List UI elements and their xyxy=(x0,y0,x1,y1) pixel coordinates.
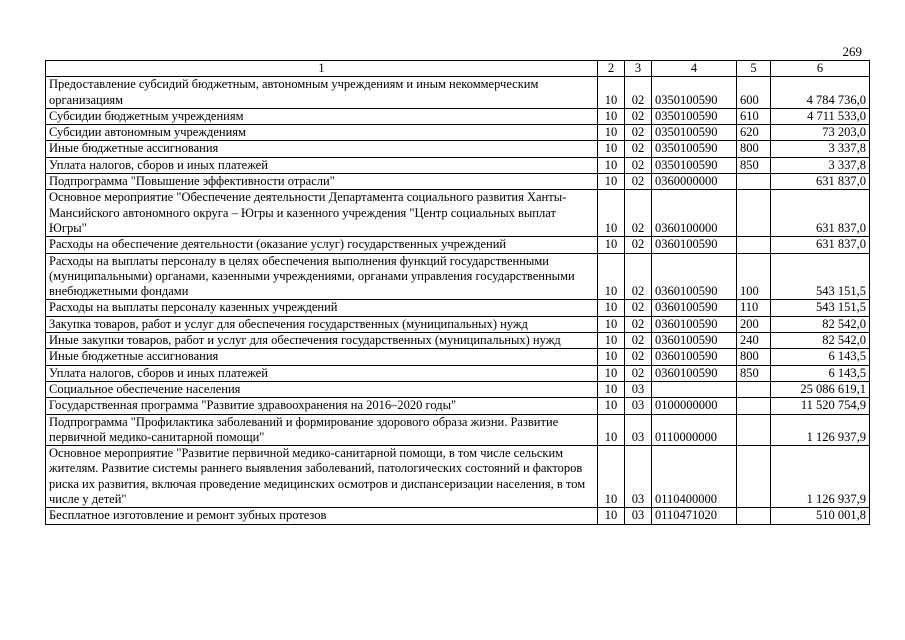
table-row xyxy=(46,508,870,524)
expense-type-cell: 110 xyxy=(737,300,771,316)
target-article-cell: 0360100590 xyxy=(652,349,737,365)
subsection-cell: 02 xyxy=(625,141,652,157)
target-article-cell: 0350100590 xyxy=(652,157,737,173)
subsection-cell: 03 xyxy=(625,414,652,446)
table-row xyxy=(46,365,870,381)
table-body xyxy=(46,77,870,524)
target-article-cell: 0360100590 xyxy=(652,333,737,349)
amount-cell: 25 086 619,1 xyxy=(771,381,870,397)
target-article-cell: 0360000000 xyxy=(652,174,737,190)
section-cell: 10 xyxy=(598,508,625,524)
row-name-cell: Подпрограмма "Повышение эффективности отрасли" xyxy=(46,174,598,190)
row-name-cell: Субсидии автономным учреждениям xyxy=(46,125,598,141)
table-row xyxy=(46,414,870,446)
subsection-cell: 02 xyxy=(625,77,652,109)
section-cell: 10 xyxy=(598,108,625,124)
expense-type-cell xyxy=(737,190,771,237)
amount-cell: 82 542,0 xyxy=(771,316,870,332)
target-article-cell: 0110000000 xyxy=(652,414,737,446)
target-article-cell: 0360100000 xyxy=(652,190,737,237)
row-name-cell: Расходы на выплаты персоналу казенных учреждений xyxy=(46,300,598,316)
amount-cell: 631 837,0 xyxy=(771,237,870,253)
section-cell: 10 xyxy=(598,237,625,253)
column-header-6: 6 xyxy=(771,61,870,77)
row-name-cell: Уплата налогов, сборов и иных платежей xyxy=(46,365,598,381)
expense-type-cell: 240 xyxy=(737,333,771,349)
column-header-1: 1 xyxy=(46,61,598,77)
target-article-cell: 0100000000 xyxy=(652,398,737,414)
budget-table xyxy=(45,60,870,525)
subsection-cell: 02 xyxy=(625,190,652,237)
section-cell: 10 xyxy=(598,190,625,237)
amount-cell: 631 837,0 xyxy=(771,190,870,237)
amount-cell: 6 143,5 xyxy=(771,365,870,381)
section-cell: 10 xyxy=(598,253,625,300)
table-row xyxy=(46,237,870,253)
amount-cell: 631 837,0 xyxy=(771,174,870,190)
row-name-cell: Иные закупки товаров, работ и услуг для обеспечения государственных (муниципальных) нужд xyxy=(46,333,598,349)
subsection-cell: 03 xyxy=(625,398,652,414)
target-article-cell: 0350100590 xyxy=(652,108,737,124)
section-cell: 10 xyxy=(598,381,625,397)
row-name-cell: Социальное обеспечение населения xyxy=(46,381,598,397)
section-cell: 10 xyxy=(598,300,625,316)
target-article-cell: 0110471020 xyxy=(652,508,737,524)
expense-type-cell xyxy=(737,237,771,253)
table-row xyxy=(46,190,870,237)
subsection-cell: 02 xyxy=(625,237,652,253)
amount-cell: 73 203,0 xyxy=(771,125,870,141)
row-name-cell: Закупка товаров, работ и услуг для обеспечения государственных (муниципальных) нужд xyxy=(46,316,598,332)
table-row xyxy=(46,174,870,190)
expense-type-cell xyxy=(737,508,771,524)
expense-type-cell xyxy=(737,174,771,190)
subsection-cell: 03 xyxy=(625,446,652,508)
expense-type-cell: 620 xyxy=(737,125,771,141)
amount-cell: 4 711 533,0 xyxy=(771,108,870,124)
section-cell: 10 xyxy=(598,414,625,446)
row-name-cell: Уплата налогов, сборов и иных платежей xyxy=(46,157,598,173)
amount-cell: 510 001,8 xyxy=(771,508,870,524)
expense-type-cell xyxy=(737,414,771,446)
subsection-cell: 02 xyxy=(625,365,652,381)
expense-type-cell: 610 xyxy=(737,108,771,124)
table-row xyxy=(46,381,870,397)
target-article-cell: 0360100590 xyxy=(652,237,737,253)
target-article-cell: 0350100590 xyxy=(652,125,737,141)
subsection-cell: 02 xyxy=(625,333,652,349)
table-row xyxy=(46,398,870,414)
expense-type-cell: 800 xyxy=(737,349,771,365)
section-cell: 10 xyxy=(598,349,625,365)
amount-cell: 543 151,5 xyxy=(771,253,870,300)
section-cell: 10 xyxy=(598,141,625,157)
table-row xyxy=(46,316,870,332)
table-row xyxy=(46,300,870,316)
row-name-cell: Основное мероприятие "Развитие первичной медико-санитарной помощи, в том числе сельским жителям. Развитие системы раннего выявления заболеваний, патологических состояний и факторов риска их развития, включая проведение медицинских осмотров и диспансеризации населения, в том числе у детей" xyxy=(46,446,598,508)
row-name-cell: Субсидии бюджетным учреждениям xyxy=(46,108,598,124)
page-number: 269 xyxy=(842,44,862,59)
section-cell: 10 xyxy=(598,398,625,414)
amount-cell: 1 126 937,9 xyxy=(771,414,870,446)
subsection-cell: 02 xyxy=(625,253,652,300)
amount-cell: 543 151,5 xyxy=(771,300,870,316)
table-row xyxy=(46,108,870,124)
amount-cell: 6 143,5 xyxy=(771,349,870,365)
expense-type-cell xyxy=(737,381,771,397)
subsection-cell: 02 xyxy=(625,108,652,124)
row-name-cell: Бесплатное изготовление и ремонт зубных протезов xyxy=(46,508,598,524)
amount-cell: 4 784 736,0 xyxy=(771,77,870,109)
subsection-cell: 02 xyxy=(625,316,652,332)
table-header-row xyxy=(46,61,870,77)
section-cell: 10 xyxy=(598,446,625,508)
table-row xyxy=(46,77,870,109)
table-row xyxy=(46,446,870,508)
subsection-cell: 02 xyxy=(625,174,652,190)
table-row xyxy=(46,349,870,365)
column-header-4: 4 xyxy=(652,61,737,77)
column-header-5: 5 xyxy=(737,61,771,77)
section-cell: 10 xyxy=(598,77,625,109)
target-article-cell: 0360100590 xyxy=(652,316,737,332)
amount-cell: 3 337,8 xyxy=(771,141,870,157)
subsection-cell: 03 xyxy=(625,381,652,397)
amount-cell: 3 337,8 xyxy=(771,157,870,173)
row-name-cell: Расходы на обеспечение деятельности (оказание услуг) государственных учреждений xyxy=(46,237,598,253)
row-name-cell: Государственная программа "Развитие здравоохранения на 2016–2020 годы" xyxy=(46,398,598,414)
expense-type-cell xyxy=(737,398,771,414)
table-row xyxy=(46,157,870,173)
section-cell: 10 xyxy=(598,157,625,173)
column-header-2: 2 xyxy=(598,61,625,77)
section-cell: 10 xyxy=(598,333,625,349)
expense-type-cell: 800 xyxy=(737,141,771,157)
section-cell: 10 xyxy=(598,316,625,332)
amount-cell: 11 520 754,9 xyxy=(771,398,870,414)
table-row xyxy=(46,253,870,300)
expense-type-cell: 100 xyxy=(737,253,771,300)
table-row xyxy=(46,141,870,157)
target-article-cell xyxy=(652,381,737,397)
row-name-cell: Иные бюджетные ассигнования xyxy=(46,349,598,365)
section-cell: 10 xyxy=(598,174,625,190)
subsection-cell: 02 xyxy=(625,300,652,316)
target-article-cell: 0350100590 xyxy=(652,77,737,109)
table-row xyxy=(46,333,870,349)
amount-cell: 82 542,0 xyxy=(771,333,870,349)
section-cell: 10 xyxy=(598,125,625,141)
subsection-cell: 02 xyxy=(625,349,652,365)
target-article-cell: 0360100590 xyxy=(652,365,737,381)
subsection-cell: 02 xyxy=(625,157,652,173)
target-article-cell: 0350100590 xyxy=(652,141,737,157)
section-cell: 10 xyxy=(598,365,625,381)
expense-type-cell: 850 xyxy=(737,157,771,173)
row-name-cell: Подпрограмма "Профилактика заболеваний и формирование здорового образа жизни. Развитие первичной медико-санитарной помощи" xyxy=(46,414,598,446)
row-name-cell: Иные бюджетные ассигнования xyxy=(46,141,598,157)
expense-type-cell: 850 xyxy=(737,365,771,381)
amount-cell: 1 126 937,9 xyxy=(771,446,870,508)
expense-type-cell: 600 xyxy=(737,77,771,109)
expense-type-cell xyxy=(737,446,771,508)
expense-type-cell: 200 xyxy=(737,316,771,332)
row-name-cell: Расходы на выплаты персоналу в целях обеспечения выполнения функций государственными (муниципальными) органами, казенными учреждениями, органами управления государственными внебюджетными фондами xyxy=(46,253,598,300)
subsection-cell: 03 xyxy=(625,508,652,524)
row-name-cell: Предоставление субсидий бюджетным, автономным учреждениям и иным некоммерческим организациям xyxy=(46,77,598,109)
table-row xyxy=(46,125,870,141)
target-article-cell: 0360100590 xyxy=(652,300,737,316)
column-header-3: 3 xyxy=(625,61,652,77)
target-article-cell: 0110400000 xyxy=(652,446,737,508)
row-name-cell: Основное мероприятие "Обеспечение деятельности Департамента социального развития Ханты-Мансийского автономного округа – Югры и казенного учреждения "Центр социальных выплат Югры" xyxy=(46,190,598,237)
subsection-cell: 02 xyxy=(625,125,652,141)
target-article-cell: 0360100590 xyxy=(652,253,737,300)
